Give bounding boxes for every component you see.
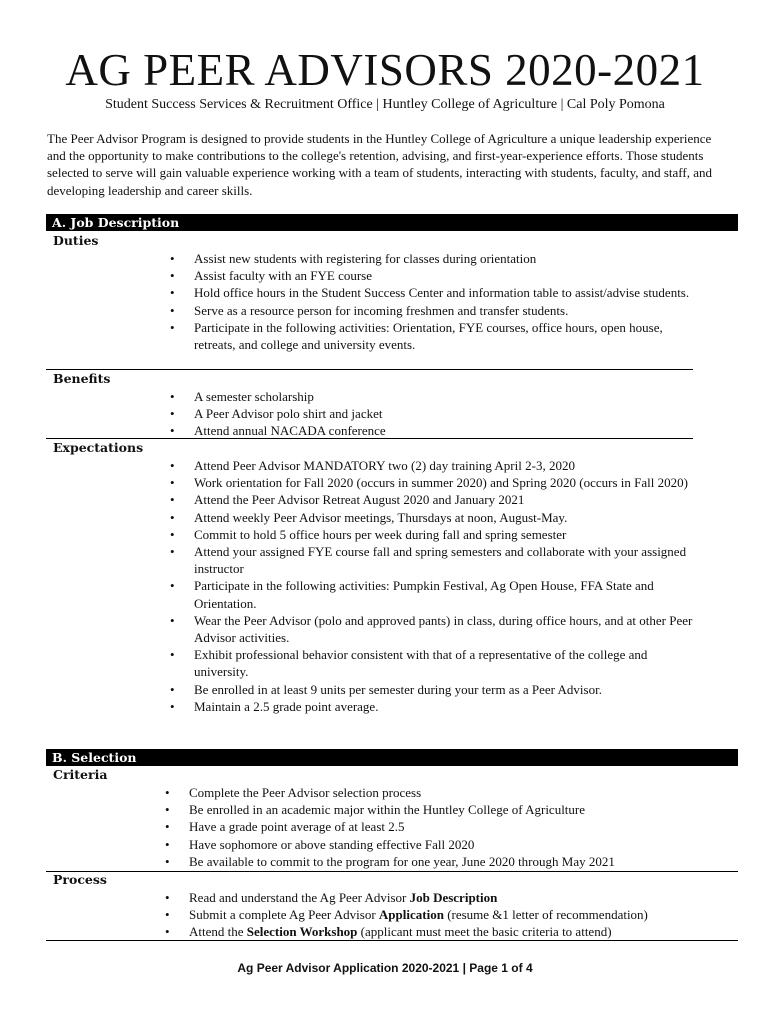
list-item: • A semester scholarship <box>168 388 693 405</box>
list-item: • Be available to commit to the program for one year, June 2020 through May 2021 <box>163 853 733 870</box>
list-item <box>163 906 738 923</box>
list-item: • Maintain a 2.5 grade point average. <box>168 698 693 715</box>
intro-paragraph: The Peer Advisor Program is designed to provide students in the Huntley College of Agriculture a unique leadership experience and the opportunity to make contributions to the college's retention, advising, and first-year-experience efforts. Those students selected to serve will gain valuable experience working with a team of students, interacting with students, faculty, and staff, and developing leadership and career skills. <box>47 131 712 198</box>
duties-list <box>168 250 693 353</box>
list-item-emphasis: Selection Workshop <box>246 924 358 940</box>
list-item-text: (applicant must meet the basic criteria to attend) <box>357 924 612 940</box>
list-item: • Participate in the following activities: Orientation, FYE courses, office hours, open house, retreats, and college and university events. <box>168 319 693 353</box>
page-footer: Ag Peer Advisor Application 2020-2021 | Page 1 of 4 <box>237 961 533 975</box>
list-item-text: (resume &1 letter of recommendation) <box>443 907 648 923</box>
list-item: • Attend your assigned FYE course fall and spring semesters and collaborate with your assigned instructor <box>168 543 693 577</box>
list-item: • Attend annual NACADA conference <box>168 422 693 439</box>
divider <box>46 940 738 941</box>
list-item: • Exhibit professional behavior consistent with that of a representative of the college and university. <box>168 646 693 680</box>
benefits-label: Benefits <box>53 371 111 386</box>
list-item-text: Submit a complete Ag Peer Advisor <box>189 907 379 923</box>
process-label: Process <box>53 872 107 887</box>
divider <box>46 871 738 872</box>
list-item-text: Read and understand the Ag Peer Advisor <box>189 890 410 905</box>
list-item: • Commit to hold 5 office hours per week during fall and spring semester <box>168 526 693 543</box>
expectations-list <box>168 457 693 715</box>
list-item: • Be enrolled in an academic major within the Huntley College of Agriculture <box>163 801 733 818</box>
list-item: • Work orientation for Fall 2020 (occurs in summer 2020) and Spring 2020 (occurs in Fall 2020) <box>168 474 693 491</box>
list-item: • Wear the Peer Advisor (polo and approved pants) in class, during office hours, and at other Peer Advisor activities. <box>168 612 693 646</box>
list-item: • Assist new students with registering for classes during orientation <box>168 250 693 267</box>
list-item: • Assist faculty with an FYE course <box>168 267 693 284</box>
list-item: • Participate in the following activities: Pumpkin Festival, Ag Open House, FFA State and Orientation. <box>168 577 693 611</box>
list-item: • Attend the Peer Advisor Retreat August 2020 and January 2021 <box>168 491 693 508</box>
page-title: AG PEER ADVISORS 2020-2021 <box>65 45 705 95</box>
list-item: • Have a grade point average of at least 2.5 <box>163 818 733 835</box>
divider <box>46 369 693 370</box>
list-item-emphasis: Application <box>378 907 444 923</box>
list-item: • Serve as a resource person for incoming freshmen and transfer students. <box>168 302 693 319</box>
section-b-heading: B. Selection <box>46 749 738 766</box>
section-a-heading: A. Job Description <box>46 214 738 231</box>
list-item: • A Peer Advisor polo shirt and jacket <box>168 405 693 422</box>
page-subtitle: Student Success Services & Recruitment Office | Huntley College of Agriculture | Cal Poly Pomona <box>105 97 665 112</box>
list-item: • Hold office hours in the Student Success Center and information table to assist/advise students. <box>168 284 693 301</box>
expectations-label: Expectations <box>53 440 144 455</box>
list-item-emphasis: Job Description <box>409 890 498 905</box>
process-list <box>163 889 738 941</box>
list-item <box>163 923 738 940</box>
list-item-text: Attend the <box>189 924 247 940</box>
criteria-list <box>163 784 733 870</box>
divider <box>46 438 693 439</box>
list-item: • Complete the Peer Advisor selection process <box>163 784 733 801</box>
list-item: • Attend weekly Peer Advisor meetings, Thursdays at noon, August-May. <box>168 509 693 526</box>
list-item: • Attend Peer Advisor MANDATORY two (2) day training April 2-3, 2020 <box>168 457 693 474</box>
duties-label: Duties <box>53 233 99 248</box>
list-item: • Have sophomore or above standing effective Fall 2020 <box>163 836 733 853</box>
criteria-label: Criteria <box>53 767 108 782</box>
benefits-list <box>168 388 693 440</box>
list-item: • Be enrolled in at least 9 units per semester during your term as a Peer Advisor. <box>168 681 693 698</box>
list-item <box>163 889 738 906</box>
